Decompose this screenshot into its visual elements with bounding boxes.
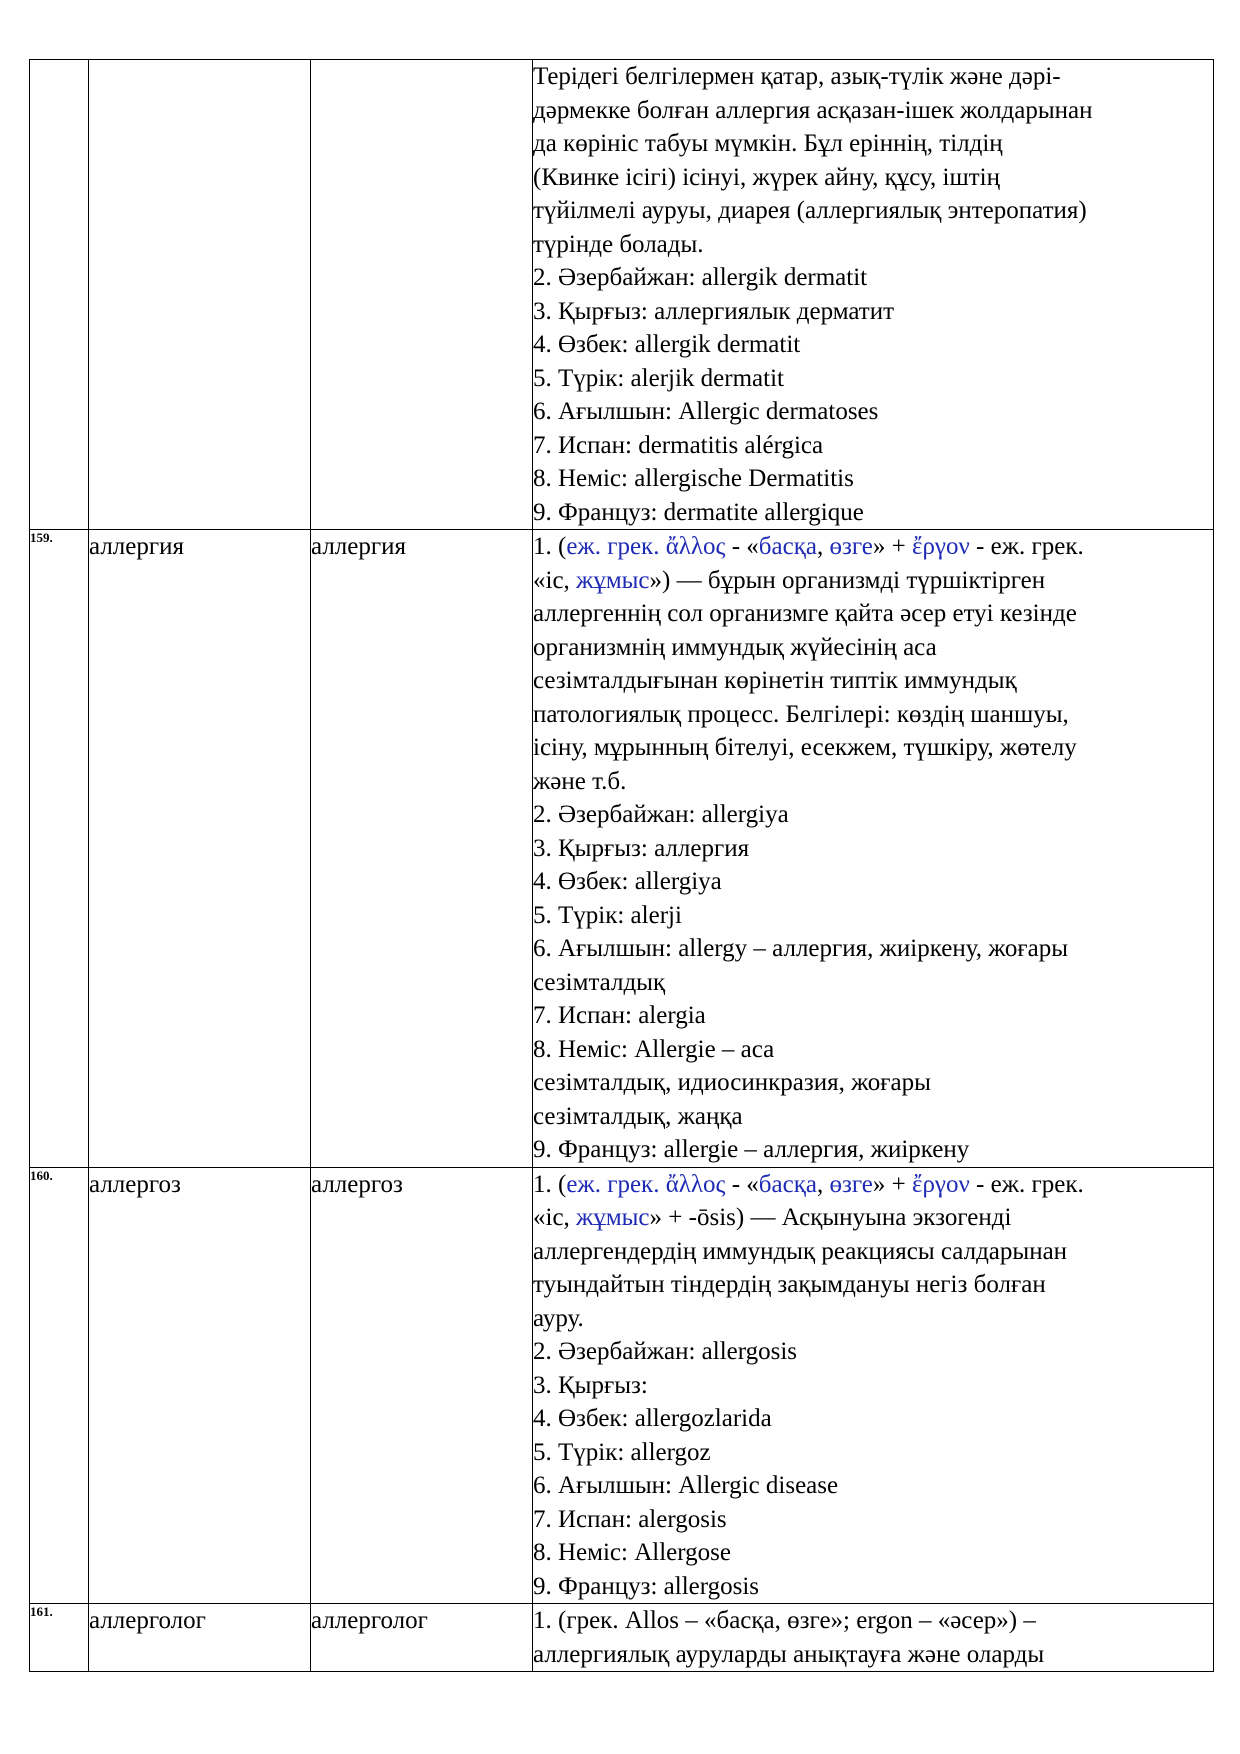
definition-line [533,865,1213,899]
text-segment: 4. Өзбек: allergiya [533,868,722,895]
definition-line [533,1268,1213,1302]
definition-line [533,1302,1213,1336]
text-segment: - еж. грек. [969,1170,1084,1198]
text-segment: 8. Неміс: Allergose [533,1539,731,1566]
entry-row [30,60,1214,530]
text-segment: - « [725,1170,759,1198]
text-segment: 3. Қырғыз: аллергиялык дерматит [533,297,895,325]
text-segment: 5. Түрік: alerjik dermatit [533,364,784,392]
link-text[interactable]: басқа [758,1170,817,1198]
definition-line [533,966,1213,1000]
definition-cell [533,530,1214,1168]
text-segment: сезімталдық, жаңқа [533,1102,743,1130]
definition-line [533,731,1213,765]
text-segment: аллергеннің сол организмге қайта әсер етуі кезінде [533,600,1077,627]
text-segment: 2. Әзербайжан: allergosis [533,1338,798,1365]
text-segment: түрінде болады. [533,230,704,258]
definition-line [533,161,1213,195]
text-segment: 1. ( [533,1170,567,1198]
text-segment: 1. ( [533,533,567,560]
text-segment: аллергендердің иммундық реакциясы салдарынан [533,1237,1068,1265]
definition-cell [533,1167,1214,1604]
definition-line [533,564,1213,598]
link-text[interactable]: өзге [829,1170,873,1198]
link-text[interactable]: ἄλλος [665,533,726,560]
definition-line [533,1235,1213,1269]
definition-line [533,295,1213,329]
text-segment: ісіну, мұрынның бітелуі, есекжем, түшкіру, жөтелу [533,734,1077,761]
entry-row [30,530,1214,1168]
text-segment: 5. Түрік: alerji [533,901,682,929]
text-segment: 5. Түрік: allergoz [533,1438,711,1466]
text-segment: » + [872,1170,912,1198]
text-segment: дәрмекке болған аллергия асқазан-ішек жолдарынан [533,96,1093,124]
term-kazakh: аллерголог [89,1604,311,1672]
text-segment: организмнің иммундық жүйесінің аса [533,633,937,661]
text-segment: туындайтын тіндердің зақымдануы негіз болған [533,1271,1046,1298]
definition-line [533,1033,1213,1067]
text-segment: » + [872,533,912,560]
definition-line [533,1503,1213,1537]
definition-line [533,597,1213,631]
definition-line [533,1638,1213,1672]
definition-line [533,832,1213,866]
text-segment: сезімталдық [533,968,666,996]
definition-line [533,60,1213,94]
definition-line [533,798,1213,832]
definition-line [533,362,1213,396]
definition-line [533,631,1213,665]
definition-line [533,1201,1213,1235]
definition-line [533,194,1213,228]
definition-line [533,462,1213,496]
definition-line [533,765,1213,799]
term-russian: аллергия [311,530,533,1168]
definition-line [533,1604,1213,1638]
definition-line [533,1436,1213,1470]
text-segment: 6. Ағылшын: Allergic dermatoses [533,398,879,425]
text-segment: 6. Ағылшын: Allergic disease [533,1472,839,1499]
text-segment: - еж. грек. [969,533,1084,560]
text-segment: 3. Қырғыз: [533,1371,648,1399]
text-segment: 7. Испан: alergia [533,1002,706,1029]
dictionary-body [30,60,1214,1672]
definition-line [533,932,1213,966]
term-kazakh: аллергия [89,530,311,1168]
link-text[interactable]: еж. грек. [566,533,660,560]
definition-line [533,328,1213,362]
term-russian: аллергоз [311,1167,533,1604]
definition-line [533,1570,1213,1604]
definition-line [533,127,1213,161]
definition-cell [533,60,1214,530]
entry-number: 161. [30,1604,89,1672]
text-segment: да көрініс табуы мүмкін. Бұл еріннің, тілдің [533,130,1003,157]
text-segment: «іс, [533,1204,577,1231]
text-segment: , [816,533,830,560]
link-text[interactable]: өзге [829,533,873,560]
definition-line [533,1168,1213,1202]
definition-line [533,261,1213,295]
definition-line [533,1066,1213,1100]
text-segment: сезімталдық, идиосинкразия, жоғары [533,1069,931,1096]
text-segment: 8. Неміс: Allergie – аса [533,1035,775,1063]
definition-line [533,496,1213,530]
text-segment: 7. Испан: dermatitis alérgica [533,431,824,459]
definition-line [533,94,1213,128]
text-segment: 4. Өзбек: allergozlarida [533,1405,772,1432]
text-segment: 1. (грек. Allos – «басқа, өзге»; ergon – «әсер») – [533,1607,1036,1634]
link-text[interactable]: басқа [758,533,817,560]
text-segment: және т.б. [533,767,627,795]
text-segment: ауру. [533,1304,584,1332]
text-segment: 6. Ағылшын: allergy – аллергия, жиіркену, жоғары [533,935,1069,962]
text-segment: , [816,1170,830,1198]
definition-line [533,664,1213,698]
text-segment: 9. Француз: allergie – аллергия, жиіркену [533,1136,970,1163]
entry-row [30,1604,1214,1672]
text-segment: 9. Француз: allergosis [533,1572,760,1600]
definition-line [533,1402,1213,1436]
link-text[interactable]: жұмыс [576,566,650,594]
definition-line [533,999,1213,1033]
definition-line [533,429,1213,463]
link-text[interactable]: еж. грек. [566,1170,660,1198]
definition-line [533,530,1213,564]
term-russian [311,60,533,530]
link-text[interactable]: жұмыс [576,1204,650,1231]
text-segment: ») — бұрын организмді түршіктірген [649,566,1046,594]
term-kazakh [89,60,311,530]
link-text[interactable]: ἔργον [911,533,970,560]
text-segment: сезімталдығынан көрінетін типтік иммундық [533,667,1017,694]
entry-number: 159. [30,530,89,1168]
definition-line [533,1536,1213,1570]
term-kazakh: аллергоз [89,1167,311,1604]
text-segment: Терідегі белгілермен қатар, азық-түлік және дәрі- [533,63,1061,90]
text-segment: (Квинке ісігі) ісінуі, жүрек айну, құсу, іштің [533,163,1000,191]
text-segment: 7. Испан: alergosis [533,1505,727,1533]
text-segment: «іс, [533,566,577,594]
text-segment: патологиялық процесс. Белгілері: көздің шаншуы, [533,700,1069,728]
text-segment: 2. Әзербайжан: allergik dermatit [533,264,868,291]
text-segment: - « [725,533,759,560]
definition-line [533,1335,1213,1369]
definition-line [533,228,1213,262]
link-text[interactable]: ἄλλος [665,1170,726,1198]
link-text[interactable]: ἔργον [911,1170,970,1198]
definition-line [533,698,1213,732]
text-segment: түйілмелі ауруы, диарея (аллергиялық энтеропатия) [533,197,1087,224]
entry-number: 160. [30,1167,89,1604]
text-segment: аллергиялық ауруларды анықтауға және оларды [533,1640,1045,1668]
definition-line [533,395,1213,429]
definition-line [533,1369,1213,1403]
entry-number [30,60,89,530]
dictionary-table [29,59,1214,1672]
text-segment: 8. Неміс: allergische Dermatitis [533,465,854,492]
text-segment: 4. Өзбек: allergik dermatit [533,331,801,358]
term-russian: аллерголог [311,1604,533,1672]
text-segment: » + -ōsis) — Асқынуына экзогенді [649,1204,1012,1231]
text-segment: 2. Әзербайжан: allergiya [533,801,789,828]
entry-row [30,1167,1214,1604]
definition-cell [533,1604,1214,1672]
text-segment: 3. Қырғыз: аллергия [533,834,750,862]
definition-line [533,1469,1213,1503]
text-segment: 9. Француз: dermatite allergique [533,498,864,526]
definition-line [533,1100,1213,1134]
definition-line [533,899,1213,933]
definition-line [533,1133,1213,1167]
